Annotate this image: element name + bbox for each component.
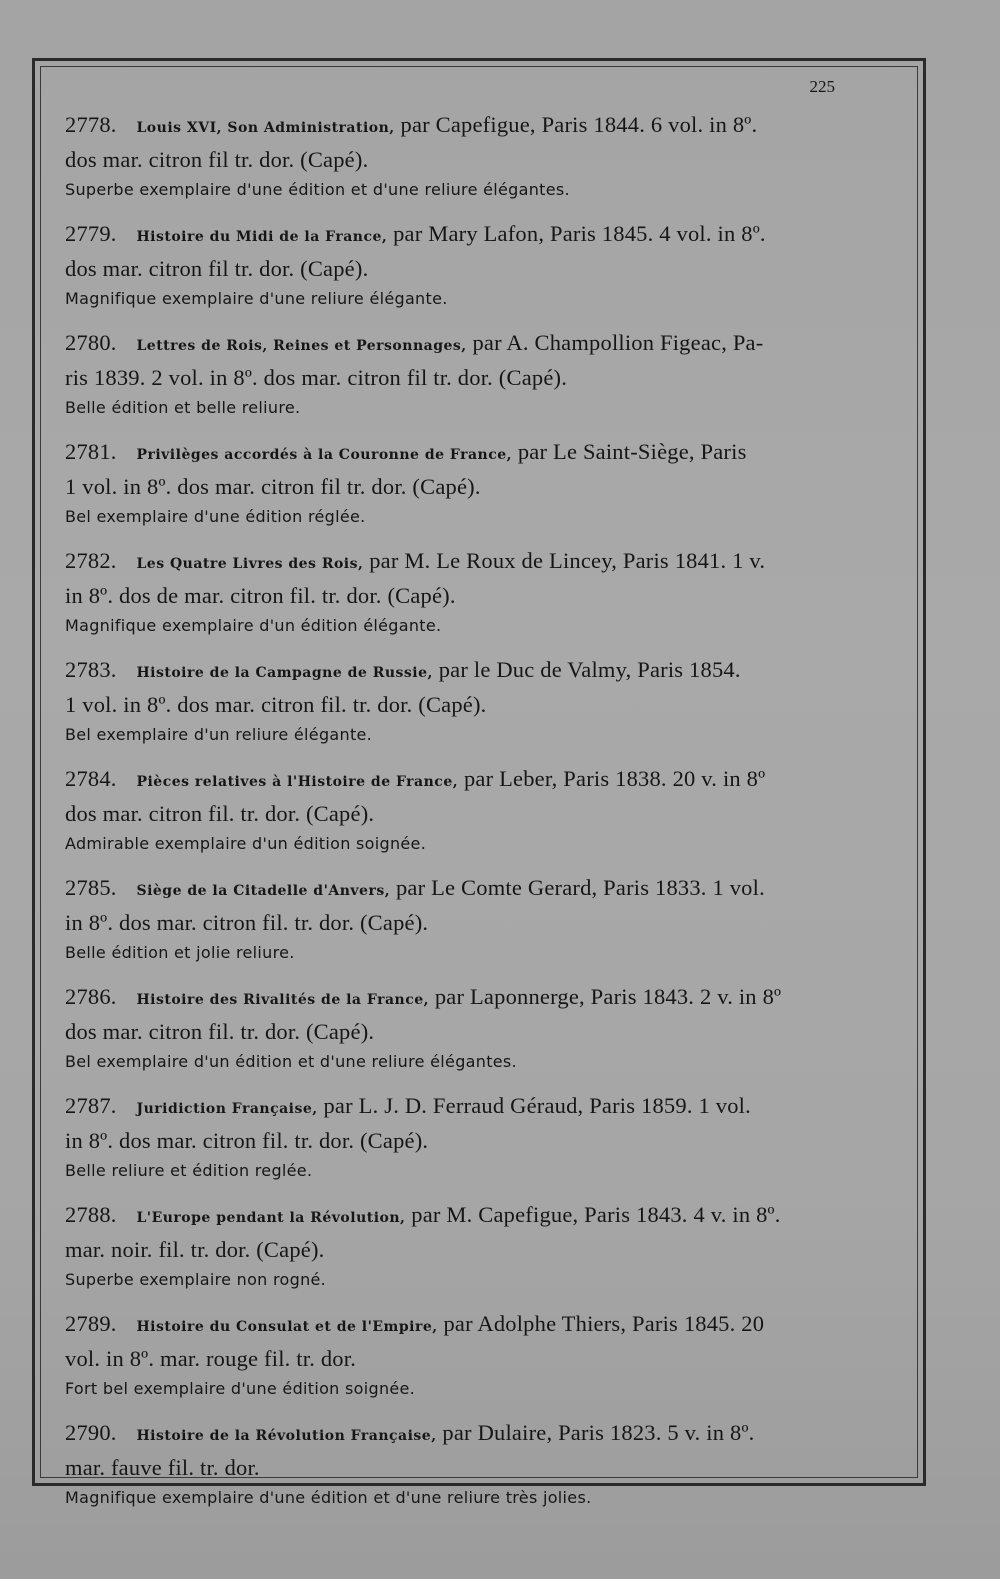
catalogue-entry (65, 763, 903, 872)
entry-line-1 (65, 109, 903, 144)
entry-note: Magnifique exemplaire d'une reliure élégante. (65, 289, 448, 308)
entry-note: Superbe exemplaire d'une édition et d'une reliure élégantes. (65, 180, 570, 199)
catalogue-entry (65, 545, 903, 654)
entry-details: par Le Saint-Siège, Paris (517, 439, 747, 464)
entry-title: Juridiction Française, (136, 1101, 318, 1117)
entry-line-2: in 8º. dos mar. citron fil. tr. dor. (Capé). (65, 910, 429, 935)
entry-line-1 (65, 436, 903, 471)
entry-number: 2780. (65, 330, 117, 355)
entry-number: 2787. (65, 1093, 117, 1118)
entry-number: 2785. (65, 875, 117, 900)
catalogue-entry (65, 872, 903, 981)
entry-line-2: 1 vol. in 8º. dos mar. citron fil. tr. dor. (Capé). (65, 692, 487, 717)
entry-line-2: dos mar. citron fil tr. dor. (Capé). (65, 147, 369, 172)
catalogue-entry (65, 654, 903, 763)
entry-line-1 (65, 327, 903, 362)
entry-note: Belle édition et jolie reliure. (65, 943, 295, 962)
entry-line-1 (65, 1308, 903, 1343)
entry-title: Privilèges accordés à la Couronne de France, (136, 447, 513, 463)
entry-line-1 (65, 1090, 903, 1125)
entry-details: par Mary Lafon, Paris 1845. 4 vol. in 8º. (393, 221, 766, 246)
entry-title: Pièces relatives à l'Histoire de France, (136, 774, 459, 790)
entry-title: Louis XVI, Son Administration, (136, 120, 395, 136)
catalogue-entry (65, 218, 903, 327)
entry-line-2: in 8º. dos de mar. citron fil. tr. dor. (Capé). (65, 583, 456, 608)
entry-title: Histoire du Midi de la France, (136, 229, 388, 245)
entry-title: Les Quatre Livres des Rois, (136, 556, 364, 572)
entry-note: Bel exemplaire d'un édition et d'une reliure élégantes. (65, 1052, 517, 1071)
entry-note: Bel exemplaire d'une édition réglée. (65, 507, 366, 526)
entry-line-2: dos mar. citron fil. tr. dor. (Capé). (65, 801, 375, 826)
entry-number: 2784. (65, 766, 117, 791)
entry-line-2: mar. noir. fil. tr. dor. (Capé). (65, 1237, 325, 1262)
entry-line-1 (65, 1417, 903, 1452)
entry-details: par M. Le Roux de Lincey, Paris 1841. 1 v. (369, 548, 766, 573)
entry-number: 2788. (65, 1202, 117, 1227)
entry-line-2: 1 vol. in 8º. dos mar. citron fil tr. dor. (Capé). (65, 474, 481, 499)
entry-details: par A. Champollion Figeac, Pa- (472, 330, 764, 355)
entry-title: Histoire de la Campagne de Russie, (136, 665, 433, 681)
entry-note: Belle reliure et édition reglée. (65, 1161, 313, 1180)
entry-details: par le Duc de Valmy, Paris 1854. (438, 657, 741, 682)
entry-details: par Adolphe Thiers, Paris 1845. 20 (443, 1311, 765, 1336)
entry-line-1 (65, 872, 903, 907)
entry-note: Bel exemplaire d'un reliure élégante. (65, 725, 373, 744)
entry-note: Superbe exemplaire non rogné. (65, 1270, 327, 1289)
catalogue-entries (65, 109, 903, 1526)
entry-title: Histoire de la Révolution Française, (136, 1428, 437, 1444)
entry-line-2: mar. fauve fil. tr. dor. (65, 1455, 260, 1480)
catalogue-entry (65, 1199, 903, 1308)
entry-note: Belle édition et belle reliure. (65, 398, 301, 417)
entry-line-1 (65, 218, 903, 253)
entry-title: Histoire des Rivalités de la France, (136, 992, 429, 1008)
entry-details: par Dulaire, Paris 1823. 5 v. in 8º. (442, 1420, 755, 1445)
entry-line-1 (65, 981, 903, 1016)
catalogue-entry (65, 109, 903, 218)
entry-number: 2790. (65, 1420, 117, 1445)
entry-line-2: in 8º. dos mar. citron fil. tr. dor. (Capé). (65, 1128, 429, 1153)
entry-line-1 (65, 1199, 903, 1234)
entry-details: par Le Comte Gerard, Paris 1833. 1 vol. (395, 875, 765, 900)
catalogue-entry (65, 1090, 903, 1199)
entry-note: Magnifique exemplaire d'une édition et d'une reliure très jolies. (65, 1488, 592, 1507)
entry-line-1 (65, 545, 903, 580)
entry-number: 2789. (65, 1311, 117, 1336)
entry-details: par Capefigue, Paris 1844. 6 vol. in 8º. (400, 112, 758, 137)
catalogue-entry (65, 1308, 903, 1417)
entry-line-2: dos mar. citron fil tr. dor. (Capé). (65, 256, 369, 281)
entry-line-2: ris 1839. 2 vol. in 8º. dos mar. citron fil tr. dor. (Capé). (65, 365, 568, 390)
entry-line-1 (65, 763, 903, 798)
entry-line-2: dos mar. citron fil. tr. dor. (Capé). (65, 1019, 375, 1044)
entry-number: 2778. (65, 112, 117, 137)
entry-note: Magnifique exemplaire d'un édition élégante. (65, 616, 442, 635)
entry-number: 2779. (65, 221, 117, 246)
entry-line-2: vol. in 8º. mar. rouge fil. tr. dor. (65, 1346, 357, 1371)
entry-details: par M. Capefigue, Paris 1843. 4 v. in 8º. (411, 1202, 781, 1227)
entry-line-1 (65, 654, 903, 689)
entry-title: Histoire du Consulat et de l'Empire, (136, 1319, 438, 1335)
entry-note: Admirable exemplaire d'un édition soignée. (65, 834, 427, 853)
page-inner-border (40, 66, 918, 1507)
catalogue-entry (65, 327, 903, 436)
entry-number: 2782. (65, 548, 117, 573)
catalogue-entry (65, 981, 903, 1090)
entry-details: par Laponnerge, Paris 1843. 2 v. in 8º (434, 984, 782, 1009)
page-number: 225 (809, 77, 835, 96)
entry-note: Fort bel exemplaire d'une édition soignée. (65, 1379, 416, 1398)
entry-title: Siège de la Citadelle d'Anvers, (136, 883, 391, 899)
entry-title: Lettres de Rois, Reines et Personnages, (136, 338, 467, 354)
entry-details: par Leber, Paris 1838. 20 v. in 8º (463, 766, 766, 791)
entry-number: 2781. (65, 439, 117, 464)
entry-number: 2783. (65, 657, 117, 682)
catalogue-entry (65, 436, 903, 545)
entry-details: par L. J. D. Ferraud Géraud, Paris 1859. 1 vol. (323, 1093, 751, 1118)
entry-title: L'Europe pendant la Révolution, (136, 1210, 406, 1226)
entry-number: 2786. (65, 984, 117, 1009)
catalogue-entry (65, 1417, 903, 1526)
page-border (32, 58, 926, 1507)
